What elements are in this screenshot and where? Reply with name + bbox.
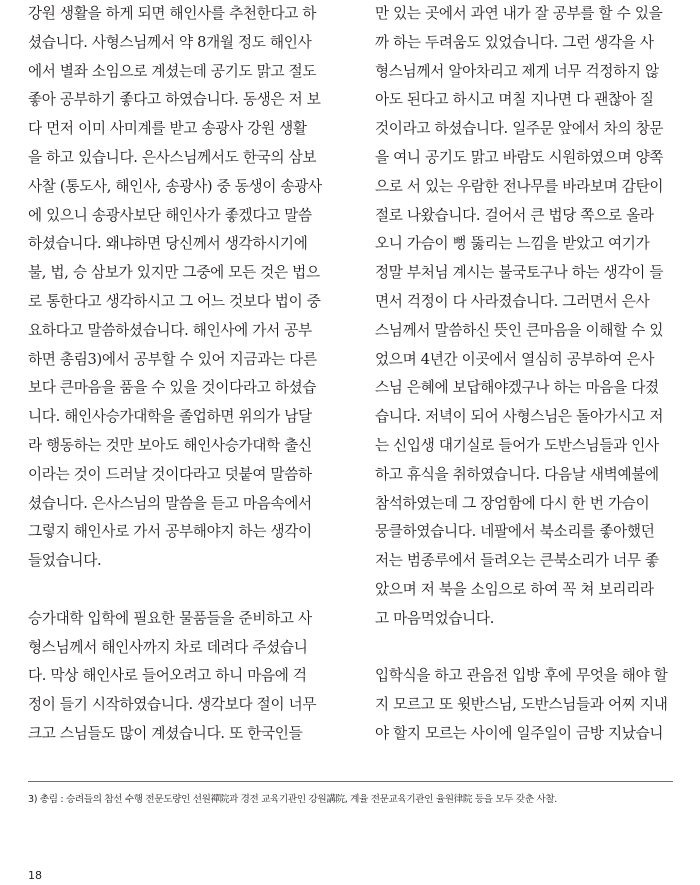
paragraph <box>28 0 328 576</box>
right-text-column <box>375 0 675 749</box>
text-line: 었으며 4년간 이곳에서 열심히 공부하여 은사 <box>375 350 655 368</box>
text-line: 입학식을 하고 관음전 입방 후에 무엇을 해야 할 <box>375 667 668 685</box>
text-line: 고 마음먹었습니다. <box>375 609 495 627</box>
text-line: 좋아 공부하기 좋다고 하였습니다. 동생은 저 보 <box>28 91 321 109</box>
text-line: 들었습니다. <box>28 552 102 570</box>
left-text-column <box>28 0 328 749</box>
text-line: 정이 들기 시작하였습니다. 생각보다 절이 너무 <box>28 696 317 714</box>
text-line: 을 하고 있습니다. 은사스님께서도 한국의 삼보 <box>28 148 317 166</box>
text-line: 불, 법, 승 삼보가 있지만 그중에 모든 것은 법으 <box>28 264 320 282</box>
text-line: 는 신입생 대기실로 들어가 도반스님들과 인사 <box>375 436 659 454</box>
text-line: 셨습니다. 은사스님의 말씀을 듣고 마음속에서 <box>28 494 312 512</box>
text-line: 그렇지 해인사로 가서 공부해야지 하는 생각이 <box>28 523 312 541</box>
text-line: 까 하는 두려움도 있었습니다. 그런 생각을 사 <box>375 33 654 51</box>
text-line: 하면 총림3)에서 공부할 수 있어 지금과는 다른 <box>28 350 317 368</box>
paragraph-spacer <box>28 576 328 605</box>
text-line: 면서 걱정이 다 사라졌습니다. 그러면서 은사 <box>375 292 650 310</box>
paragraph <box>375 662 675 748</box>
text-line: 지 모르고 또 윗반스님, 도반스님들과 어찌 지내 <box>375 696 668 714</box>
text-line: 에서 별좌 소임으로 계셨는데 공기도 맑고 절도 <box>28 62 317 80</box>
text-line: 아도 된다고 하시고 며칠 지나면 다 괜찮아 질 <box>375 91 654 109</box>
text-line: 을 여니 공기도 맑고 바람도 시원하였으며 양쪽 <box>375 148 664 166</box>
text-line: 하고 휴식을 취하였습니다. 다음날 새벽예불에 <box>375 465 659 483</box>
text-line: 다 먼저 이미 사미계를 받고 송광사 강원 생활 <box>28 120 307 138</box>
text-line: 았으며 저 북을 소임으로 하여 꼭 쳐 보리리라 <box>375 580 654 598</box>
text-line: 보다 큰마음을 품을 수 있을 것이다라고 하셨습 <box>28 379 317 397</box>
text-line: 이라는 것이 드러날 것이다라고 덧붙여 말씀하 <box>28 465 312 483</box>
text-line: 으로 서 있는 우람한 전나무를 바라보며 감탄이 <box>375 177 664 195</box>
text-line: 요하다고 말씀하셨습니다. 해인사에 가서 공부 <box>28 321 312 339</box>
text-line: 뭉클하였습니다. 네팔에서 북소리를 좋아했던 <box>375 523 655 541</box>
text-line: 로 통한다고 생각하시고 그 어느 것보다 법이 중 <box>28 292 321 310</box>
text-line: 형스님께서 알아차리고 제게 너무 걱정하지 않 <box>375 62 659 80</box>
text-line: 야 할지 모르는 사이에 일주일이 금방 지났습니 <box>375 724 664 742</box>
footnote: 3) 총림 : 승려들의 참선 수행 전문도량인 선원禪院과 경전 교육기관인 강원講院, 계율 전문교육기관인 율원律院 등을 모두 갖춘 사찰. <box>28 794 557 805</box>
text-line: 정말 부처님 계시는 불국토구나 하는 생각이 들 <box>375 264 664 282</box>
paragraph <box>28 605 328 749</box>
text-line: 습니다. 저녁이 되어 사형스님은 돌아가시고 저 <box>375 408 664 426</box>
text-line: 것이라고 하셨습니다. 일주문 앞에서 차의 창문 <box>375 120 664 138</box>
text-line: 에 있으니 송광사보단 해인사가 좋겠다고 말씀 <box>28 206 312 224</box>
text-line: 참석하였는데 그 장엄함에 다시 한 번 가슴이 <box>375 494 650 512</box>
text-line: 형스님께서 해인사까지 차로 데려다 주셨습니 <box>28 638 308 656</box>
text-line: 라 행동하는 것만 보아도 해인사승가대학 출신 <box>28 436 312 454</box>
text-line: 스님께서 말씀하신 뜻인 큰마음을 이해할 수 있 <box>375 321 664 339</box>
text-line: 사찰 (통도사, 해인사, 송광사) 중 동생이 송광사 <box>28 177 322 195</box>
paragraph-spacer <box>375 634 675 663</box>
text-line: 크고 스님들도 많이 계셨습니다. 또 한국인들 <box>28 724 303 742</box>
text-line: 셨습니다. 사형스님께서 약 8개월 정도 해인사 <box>28 33 312 51</box>
text-line: 강원 생활을 하게 되면 해인사를 추천한다고 하 <box>28 5 317 22</box>
text-line: 승가대학 입학에 필요한 물품들을 준비하고 사 <box>28 609 312 627</box>
text-line: 하셨습니다. 왜냐하면 당신께서 생각하시기에 <box>28 235 308 253</box>
text-line: 스님 은혜에 보답해야겠구나 하는 마음을 다졌 <box>375 379 659 397</box>
text-line: 오니 가슴이 뻥 뚫리는 느낌을 받았고 여기가 <box>375 235 650 253</box>
text-line: 다. 막상 해인사로 들어오려고 하니 마음에 걱 <box>28 667 307 685</box>
text-line: 만 있는 곳에서 과연 내가 잘 공부를 할 수 있을 <box>375 5 663 22</box>
paragraph <box>375 0 675 634</box>
footnote-divider <box>28 781 673 782</box>
page-number: 18 <box>28 869 42 882</box>
text-line: 니다. 해인사승가대학을 졸업하면 위의가 남달 <box>28 408 312 426</box>
text-line: 절로 나왔습니다. 걸어서 큰 법당 쪽으로 올라 <box>375 206 654 224</box>
text-line: 저는 범종루에서 들려오는 큰북소리가 너무 좋 <box>375 552 659 570</box>
